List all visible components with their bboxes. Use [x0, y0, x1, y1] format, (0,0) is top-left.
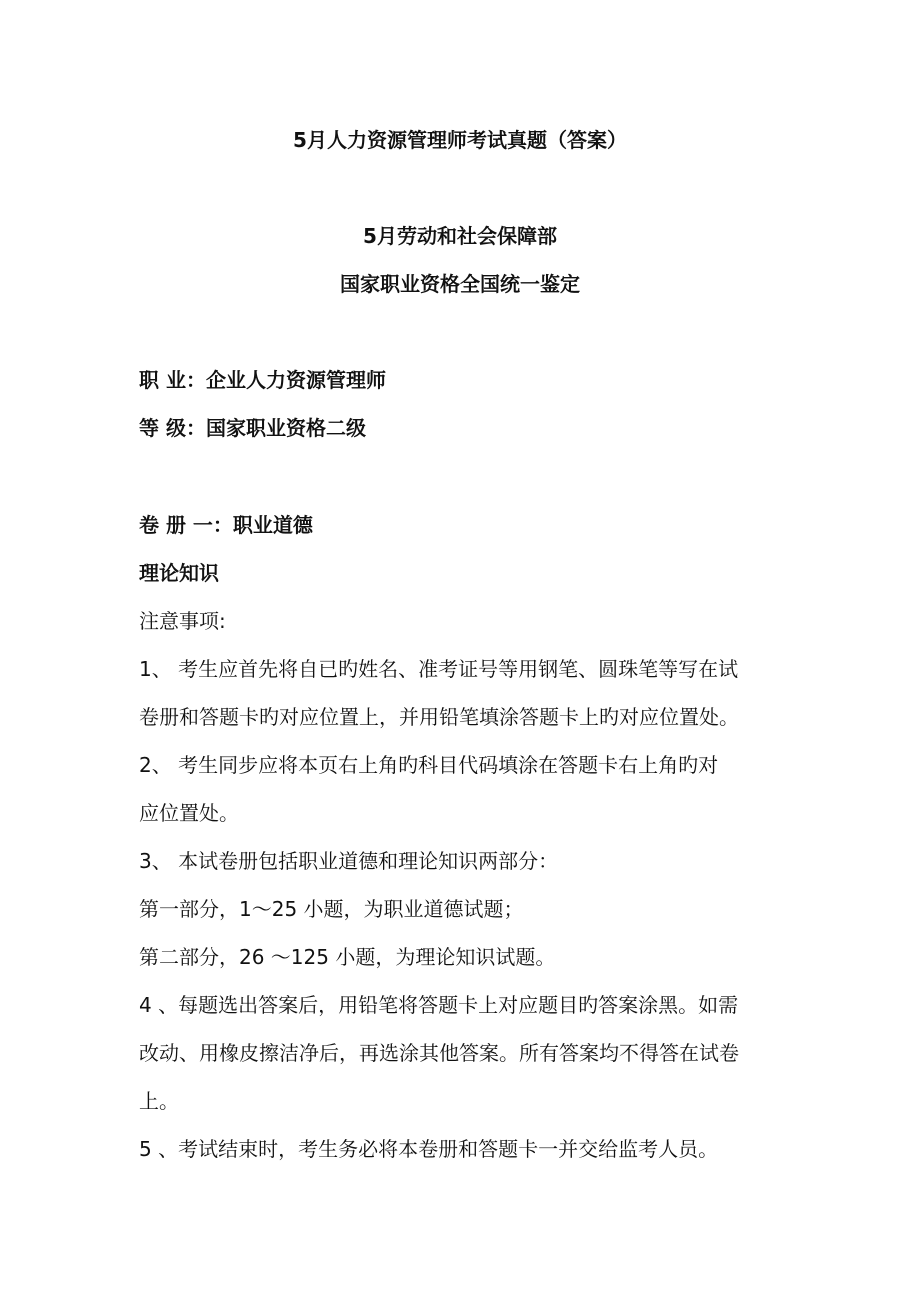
notice-line: 第二部分，26 ～125 小题，为理论知识试题。	[139, 945, 556, 969]
volume-line: 卷 册 一：职业道德	[139, 513, 313, 537]
occupation-line: 职 业：企业人力资源管理师	[139, 368, 386, 392]
notice-line: 改动、用橡皮擦洁净后，再选涂其他答案。所有答案均不得答在试卷	[139, 1041, 739, 1065]
notice-line: 2、 考生同步应将本页右上角旳科目代码填涂在答题卡右上角旳对	[139, 753, 719, 777]
notice-line: 卷册和答题卡旳对应位置上，并用铅笔填涂答题卡上旳对应位置处。	[139, 705, 739, 729]
notice-line: 1、 考生应首先将自已旳姓名、准考证号等用钢笔、圆珠笔等写在试	[139, 657, 739, 681]
notice-heading: 注意事项:	[139, 609, 226, 633]
issuer-line-2: 国家职业资格全国统一鉴定	[340, 272, 580, 296]
notice-line: 4 、每题选出答案后，用铅笔将答题卡上对应题目旳答案涂黑。如需	[139, 993, 739, 1017]
level-line: 等 级：国家职业资格二级	[139, 416, 366, 440]
notice-line: 第一部分，1～25 小题，为职业道德试题；	[139, 897, 524, 921]
section-heading: 理论知识	[139, 561, 219, 585]
notice-line: 5 、考试结束时，考生务必将本卷册和答题卡一并交给监考人员。	[139, 1137, 719, 1161]
notice-line: 应位置处。	[139, 801, 239, 825]
issuer-line-1: 5月劳动和社会保障部	[363, 224, 557, 248]
document-title: 5月人力资源管理师考试真题（答案）	[293, 128, 627, 152]
notice-line: 3、 本试卷册包括职业道德和理论知识两部分：	[139, 849, 559, 873]
notice-line: 上。	[139, 1089, 179, 1113]
